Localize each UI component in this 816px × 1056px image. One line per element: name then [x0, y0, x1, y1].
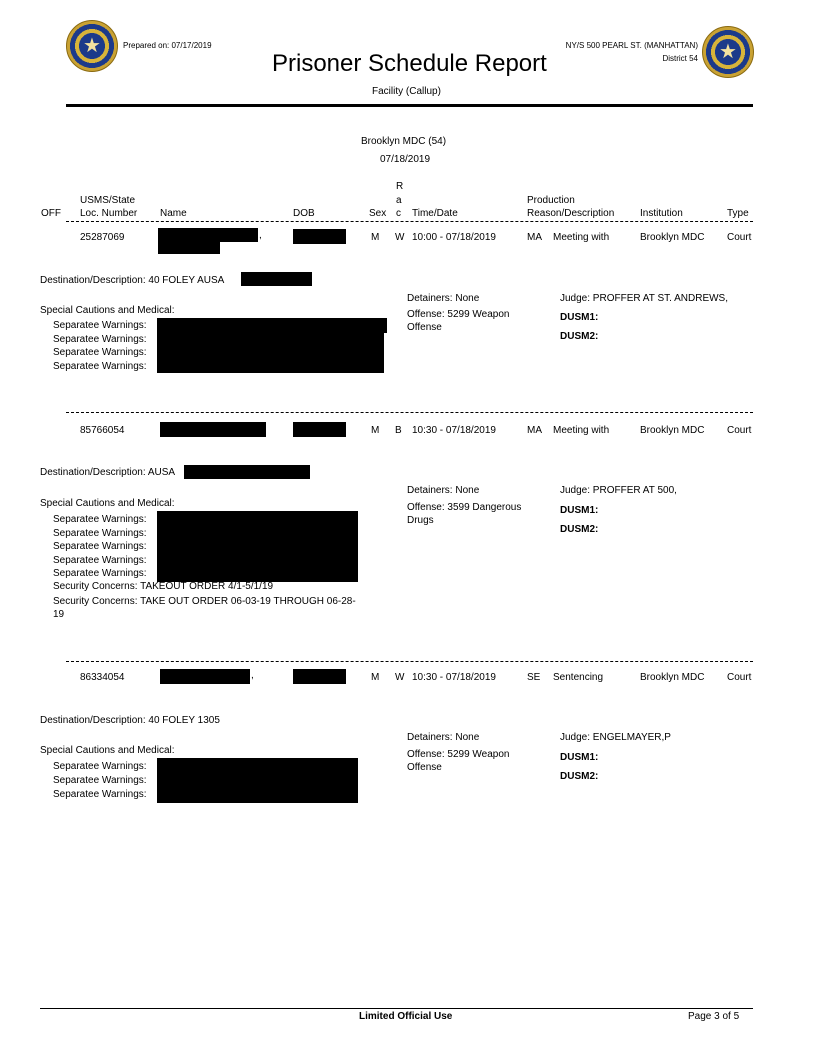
race: B	[395, 425, 402, 436]
col-usms-line1: USMS/State	[80, 195, 136, 206]
redacted-separatee	[157, 318, 387, 333]
classification: Limited Official Use	[359, 1011, 453, 1022]
district-label: District 54	[662, 54, 698, 63]
col-dob: DOB	[293, 208, 315, 219]
col-institution: Institution	[640, 208, 683, 219]
redacted-dob	[293, 422, 346, 437]
detainers: Detainers: None	[407, 732, 480, 743]
dusm1-label: DUSM1:	[560, 505, 599, 516]
col-usms-line2: Loc. Number	[80, 208, 138, 219]
separatee-warning: Separatee Warnings:	[53, 541, 147, 552]
dusm2-label: DUSM2:	[560, 771, 599, 782]
footer-rule	[40, 1008, 753, 1009]
detainers: Detainers: None	[407, 293, 480, 304]
offense: Offense: 5299 Weapon	[407, 749, 510, 760]
detainers: Detainers: None	[407, 485, 480, 496]
redacted-separatee	[157, 511, 358, 582]
report-subtitle: Facility (Callup)	[372, 86, 441, 97]
type: Court	[727, 672, 752, 683]
security-concerns: Security Concerns: TAKE OUT ORDER 06-03-19 THROUGH 06-28-	[53, 596, 356, 607]
time-date: 10:30 - 07/18/2019	[412, 672, 496, 683]
special-cautions: Special Cautions and Medical:	[40, 305, 175, 316]
reason-code: MA	[527, 232, 542, 243]
redacted-name	[160, 669, 250, 684]
col-off: OFF	[41, 208, 61, 219]
us-marshals-seal-icon	[66, 20, 118, 72]
special-cautions: Special Cautions and Medical:	[40, 745, 175, 756]
judge: Judge: PROFFER AT 500,	[560, 485, 677, 496]
redacted-dob	[293, 229, 346, 244]
separatee-warning: Separatee Warnings:	[53, 361, 147, 372]
time-date: 10:30 - 07/18/2019	[412, 425, 496, 436]
col-race-line3: c	[396, 208, 401, 219]
institution: Brooklyn MDC	[640, 425, 705, 436]
type: Court	[727, 232, 752, 243]
office-address: NY/S 500 PEARL ST. (MANHATTAN)	[565, 41, 698, 50]
loc-number: 85766054	[80, 425, 125, 436]
institution: Brooklyn MDC	[640, 232, 705, 243]
record-separator	[66, 661, 753, 662]
destination: Destination/Description: AUSA	[40, 467, 176, 478]
separatee-warning: Separatee Warnings:	[53, 528, 147, 539]
destination: Destination/Description: 40 FOLEY AUSA	[40, 275, 225, 286]
col-race-line1: R	[396, 181, 404, 192]
report-title: Prisoner Schedule Report	[272, 50, 547, 77]
redacted-separatee	[157, 333, 384, 373]
header-rule	[66, 104, 753, 107]
facility-date: 07/18/2019	[380, 154, 431, 165]
separatee-warning: Separatee Warnings:	[53, 334, 147, 345]
reason-code: SE	[527, 672, 541, 683]
separatee-warning: Separatee Warnings:	[53, 555, 147, 566]
col-production-line2: Reason/Description	[527, 208, 615, 219]
loc-number: 25287069	[80, 232, 125, 243]
col-type: Type	[727, 208, 749, 219]
dusm1-label: DUSM1:	[560, 752, 599, 763]
sex: M	[371, 425, 380, 436]
judge: Judge: PROFFER AT ST. ANDREWS,	[560, 293, 729, 304]
page-number: Page 3 of 5	[688, 1011, 740, 1022]
redacted-ausa	[184, 465, 310, 479]
separatee-warning: Separatee Warnings:	[53, 761, 147, 772]
header-dash-rule	[66, 221, 753, 222]
redacted-dob	[293, 669, 346, 684]
separatee-warning: Separatee Warnings:	[53, 320, 147, 331]
prepared-on: Prepared on: 07/17/2019	[123, 41, 212, 50]
reason-desc: Meeting with	[553, 425, 610, 436]
col-time: Time/Date	[412, 208, 458, 219]
loc-number: 86334054	[80, 672, 125, 683]
dusm2-label: DUSM2:	[560, 331, 599, 342]
separatee-warning: Separatee Warnings:	[53, 514, 147, 525]
name-comma: ,	[259, 230, 262, 241]
us-marshals-seal-icon	[702, 26, 754, 78]
judge: Judge: ENGELMAYER,P	[560, 732, 671, 743]
separatee-warning: Separatee Warnings:	[53, 775, 147, 786]
name-comma: ,	[251, 670, 254, 681]
offense: Offense: 5299 Weapon	[407, 309, 510, 320]
col-sex: Sex	[369, 208, 387, 219]
type: Court	[727, 425, 752, 436]
record-separator	[66, 412, 753, 413]
redacted-name	[160, 422, 266, 437]
col-name: Name	[160, 208, 187, 219]
separatee-warning: Separatee Warnings:	[53, 789, 147, 800]
dusm1-label: DUSM1:	[560, 312, 599, 323]
redacted-ausa	[241, 272, 312, 286]
redacted-name	[158, 242, 220, 254]
institution: Brooklyn MDC	[640, 672, 705, 683]
sex: M	[371, 672, 380, 683]
redacted-name	[158, 228, 258, 242]
reason-desc: Meeting with	[553, 232, 610, 243]
offense-cont: Drugs	[407, 515, 434, 526]
col-production-line1: Production	[527, 195, 575, 206]
special-cautions: Special Cautions and Medical:	[40, 498, 175, 509]
offense-cont: Offense	[407, 762, 442, 773]
security-concerns: Security Concerns: TAKEOUT ORDER 4/1-5/1/19	[53, 581, 274, 592]
time-date: 10:00 - 07/18/2019	[412, 232, 496, 243]
dusm2-label: DUSM2:	[560, 524, 599, 535]
destination: Destination/Description: 40 FOLEY 1305	[40, 715, 220, 726]
separatee-warning: Separatee Warnings:	[53, 568, 147, 579]
offense-cont: Offense	[407, 322, 442, 333]
facility-name: Brooklyn MDC (54)	[361, 136, 447, 147]
col-race-line2: a	[396, 195, 402, 206]
redacted-separatee	[157, 758, 358, 803]
reason-desc: Sentencing	[553, 672, 604, 683]
reason-code: MA	[527, 425, 542, 436]
separatee-warning: Separatee Warnings:	[53, 347, 147, 358]
race: W	[395, 232, 405, 243]
offense: Offense: 3599 Dangerous	[407, 502, 522, 513]
sex: M	[371, 232, 380, 243]
security-concerns-cont: 19	[53, 609, 65, 620]
race: W	[395, 672, 405, 683]
